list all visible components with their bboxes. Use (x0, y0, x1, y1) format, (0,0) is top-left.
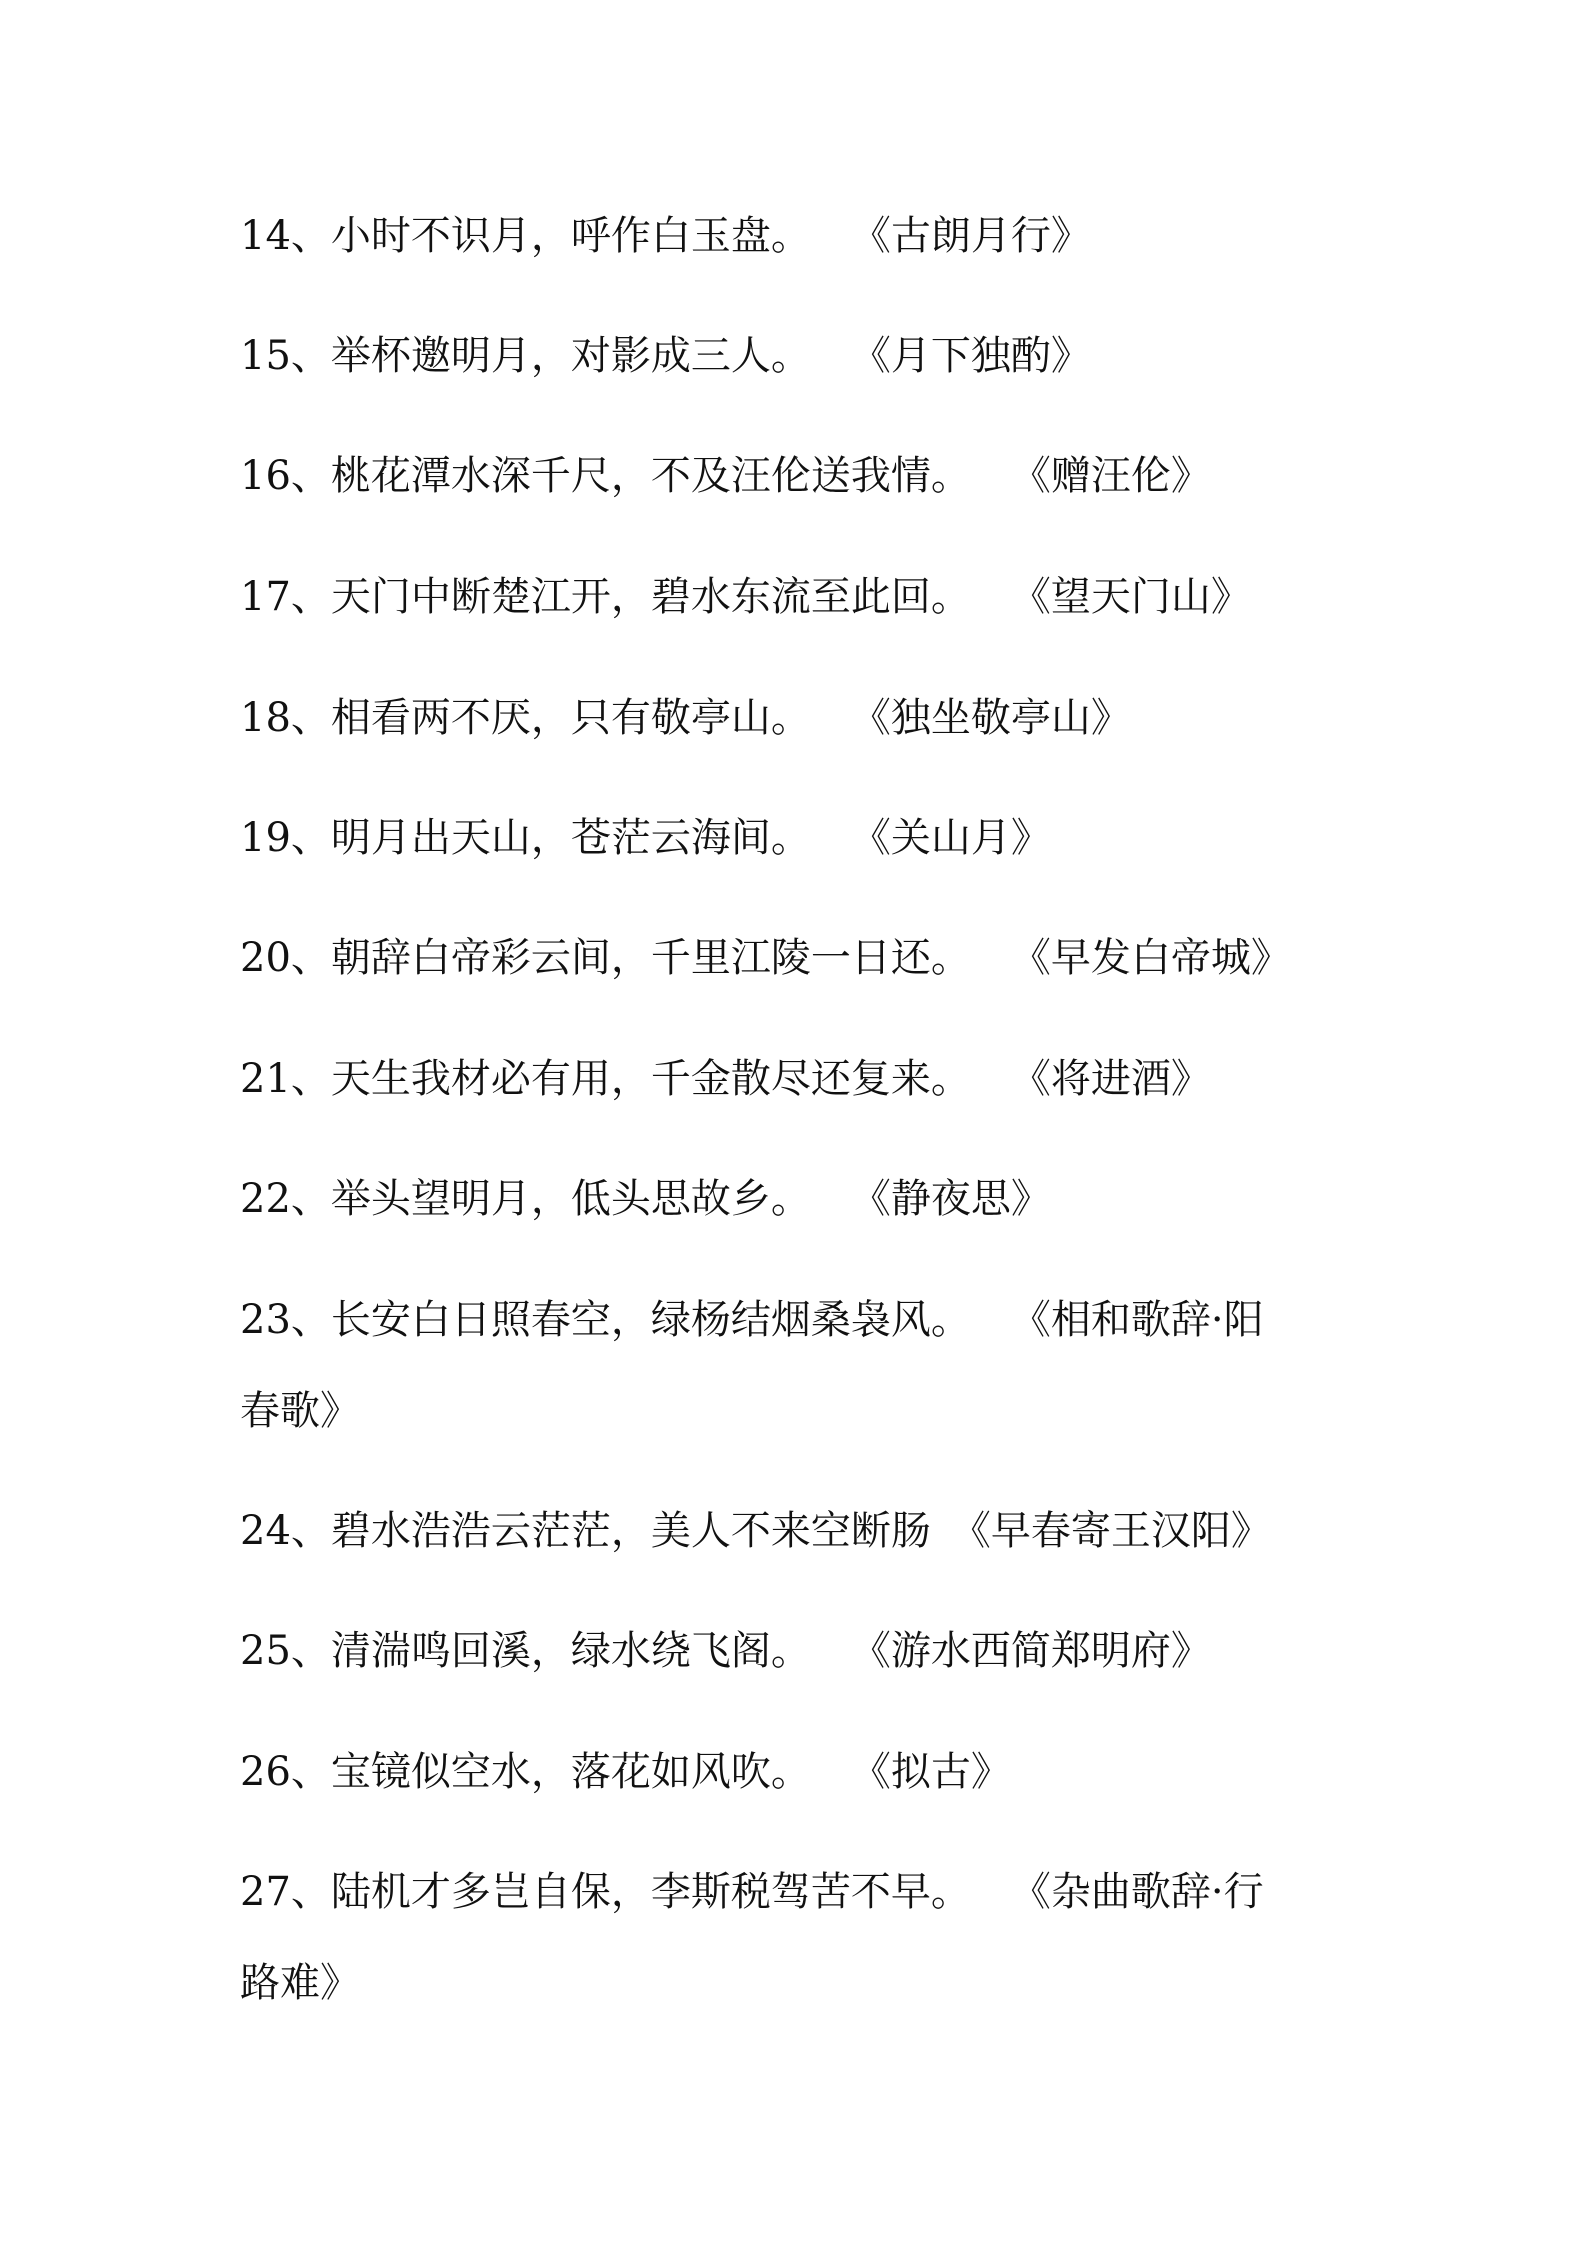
poem-line-23: 23、长安白日照春空，绿杨结烟桑袅风。 《相和歌辞·阳 (240, 1297, 1264, 1343)
poem-line-25: 25、清湍鸣回溪，绿水绕飞阁。 《游水西简郑明府》 (240, 1628, 1211, 1674)
poem-line-17: 17、天门中断楚江开，碧水东流至此回。 《望天门山》 (240, 574, 1251, 620)
poem-line-14: 14、小时不识月，呼作白玉盘。 《古朗月行》 (240, 213, 1091, 259)
poem-line-21: 21、天生我材必有用，千金散尽还复来。 《将进酒》 (240, 1056, 1211, 1102)
poem-line-24: 24、碧水浩浩云茫茫，美人不来空断肠 《早春寄王汉阳》 (240, 1508, 1271, 1554)
poem-line-27: 27、陆机才多岂自保，李斯税驾苦不早。 《杂曲歌辞·行 (240, 1869, 1264, 1915)
poem-line-16: 16、桃花潭水深千尺，不及汪伦送我情。 《赠汪伦》 (240, 453, 1211, 499)
poem-line-19: 19、明月出天山，苍茫云海间。 《关山月》 (240, 815, 1051, 861)
poem-line-22: 22、举头望明月，低头思故乡。 《静夜思》 (240, 1176, 1051, 1222)
poem-line-26: 26、宝镜似空水，落花如风吹。 《拟古》 (240, 1749, 1011, 1795)
poem-line-15: 15、举杯邀明月，对影成三人。 《月下独酌》 (240, 333, 1091, 379)
poem-line-18: 18、相看两不厌，只有敬亭山。 《独坐敬亭山》 (240, 695, 1131, 741)
poem-line-27-continued: 路难》 (240, 1960, 360, 2006)
poem-line-20: 20、朝辞白帝彩云间，千里江陵一日还。 《早发白帝城》 (240, 935, 1291, 981)
poem-line-23-continued: 春歌》 (240, 1388, 360, 1434)
